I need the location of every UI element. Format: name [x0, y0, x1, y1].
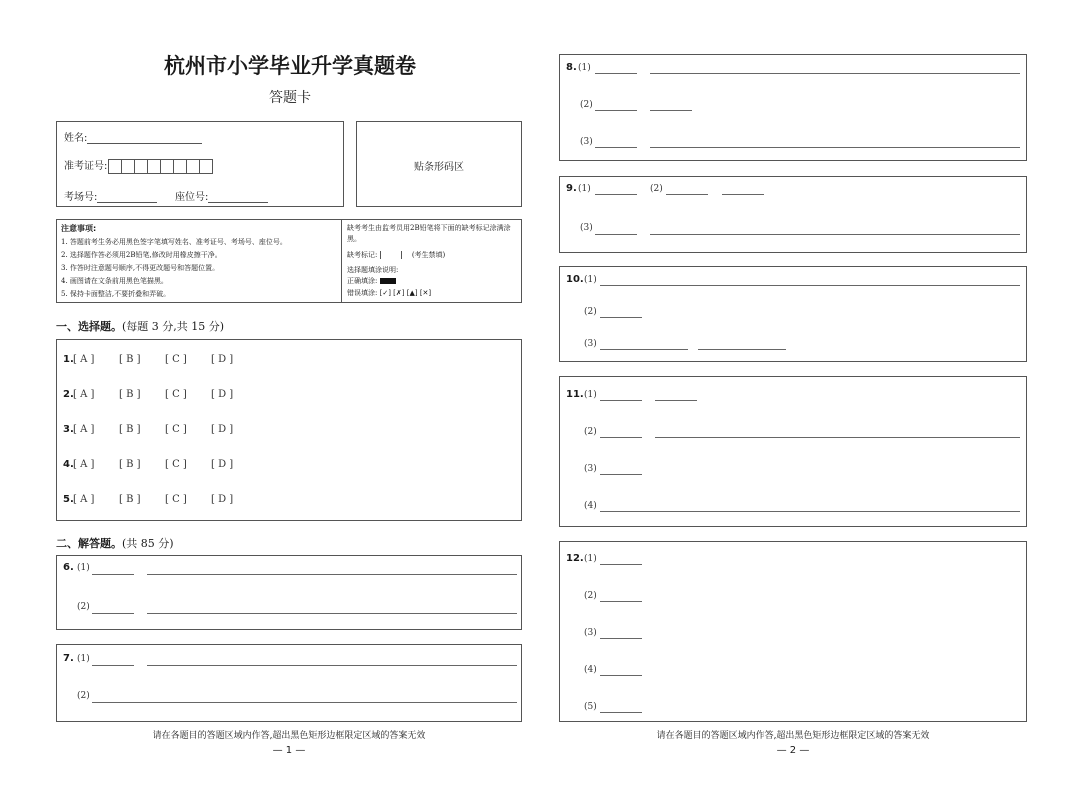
- fill-heading: 选择题填涂说明:: [347, 266, 399, 274]
- choice-row: [57, 389, 521, 403]
- choice-option-c[interactable]: [ C ]: [165, 354, 187, 365]
- q9-blank[interactable]: [722, 194, 764, 195]
- choice-number: 1.: [63, 354, 74, 365]
- q11-blank[interactable]: [600, 474, 642, 475]
- q7-line[interactable]: [147, 665, 517, 666]
- seat-field[interactable]: [175, 188, 268, 203]
- seat-blank[interactable]: [208, 190, 268, 203]
- q12-blank[interactable]: [600, 675, 642, 676]
- q11-part: (2): [584, 427, 597, 437]
- q11-line[interactable]: [655, 437, 1020, 438]
- choice-option-d[interactable]: [ D ]: [211, 389, 234, 400]
- absent-mark-label: 缺考标记:: [347, 251, 378, 259]
- choice-option-b[interactable]: [ B ]: [119, 494, 141, 505]
- q10-blank[interactable]: [698, 349, 786, 350]
- choice-number: 4.: [63, 459, 74, 470]
- q7-part: (1): [77, 654, 90, 664]
- q11-line[interactable]: [600, 511, 1020, 512]
- choice-option-b[interactable]: [ B ]: [119, 354, 141, 365]
- absent-mark[interactable]: [347, 250, 445, 260]
- q8-part: (2): [580, 100, 593, 110]
- q9-part: (1): [578, 184, 591, 194]
- choice-option-a[interactable]: [ A ]: [73, 459, 95, 470]
- q10-blank[interactable]: [600, 349, 688, 350]
- choice-option-c[interactable]: [ C ]: [165, 389, 187, 400]
- section2-score: (共 85 分): [122, 537, 174, 550]
- q6-number: 6.: [63, 562, 74, 573]
- q12-part: (4): [584, 665, 597, 675]
- q11-part: (3): [584, 464, 597, 474]
- section2-title: 二、解答题。: [56, 537, 122, 550]
- q10-part: (2): [584, 307, 597, 317]
- q10-blank[interactable]: [600, 317, 642, 318]
- q8-answer-box: [559, 54, 1027, 161]
- name-field[interactable]: [64, 129, 202, 144]
- q10-part: (1): [584, 275, 597, 285]
- q12-number: 12.: [566, 553, 584, 564]
- section1-score: (每题 3 分,共 15 分): [122, 320, 225, 333]
- note-item: 3. 作答时注意题号顺序,不得更改题号和答题位置。: [61, 264, 220, 272]
- q12-part: (3): [584, 628, 597, 638]
- q11-part: (4): [584, 501, 597, 511]
- absent-mark-note: (考生禁填): [411, 251, 446, 259]
- choice-option-b[interactable]: [ B ]: [119, 389, 141, 400]
- note-item: 1. 答题前考生务必用黑色签字笔填写姓名、准考证号、考场号、座位号。: [61, 238, 287, 246]
- q12-blank[interactable]: [600, 564, 642, 565]
- section1-heading: [56, 318, 224, 334]
- choice-option-d[interactable]: [ D ]: [211, 459, 234, 470]
- footer-warning: 请在各题目的答题区域内作答,超出黑色矩形边框限定区域的答案无效: [656, 731, 930, 741]
- q8-blank[interactable]: [595, 147, 637, 148]
- q7-answer-box: [56, 644, 522, 722]
- exam-number-label: 准考证号:: [64, 161, 108, 172]
- choice-option-d[interactable]: [ D ]: [211, 494, 234, 505]
- section2-heading: [56, 535, 174, 551]
- page-number: — 2 —: [776, 745, 810, 756]
- choice-row: [57, 424, 521, 438]
- wrong-mark-cross: [✗]: [393, 289, 405, 297]
- wrong-fill: [347, 288, 431, 298]
- page-title: 杭州市小学毕业升学真题卷: [164, 54, 416, 78]
- q8-part: (3): [580, 137, 593, 147]
- q9-blank[interactable]: [595, 194, 637, 195]
- q8-number: 8.: [566, 62, 577, 73]
- choice-number: 3.: [63, 424, 74, 435]
- absent-instruction: 缺考考生由监考员用2B铅笔将下面的缺考标记涂满涂黑。: [347, 224, 511, 243]
- section1-title: 一、选择题。: [56, 320, 122, 333]
- correct-fill-label: 正确填涂:: [347, 277, 378, 285]
- choice-answer-box: [56, 339, 522, 521]
- q10-answer-box: [559, 266, 1027, 362]
- q9-line[interactable]: [650, 234, 1020, 235]
- q10-line[interactable]: [600, 285, 1020, 286]
- q9-answer-box: [559, 176, 1027, 253]
- student-info-box: [56, 121, 344, 207]
- choice-row: [57, 354, 521, 368]
- q7-line[interactable]: [92, 702, 517, 703]
- notes-box: [56, 219, 522, 303]
- note-item: 5. 保持卡面整洁,不要折叠和弄破。: [61, 290, 171, 298]
- q11-blank[interactable]: [600, 437, 642, 438]
- q9-number: 9.: [566, 183, 577, 194]
- q12-blank[interactable]: [600, 638, 642, 639]
- q9-blank[interactable]: [595, 234, 637, 235]
- exam-number-field[interactable]: [64, 157, 213, 174]
- q11-blank[interactable]: [600, 400, 642, 401]
- q8-line[interactable]: [650, 147, 1020, 148]
- choice-row: [57, 459, 521, 473]
- correct-fill-sample: [380, 278, 396, 284]
- choice-option-d[interactable]: [ D ]: [211, 354, 234, 365]
- choice-option-a[interactable]: [ A ]: [73, 494, 95, 505]
- q6-answer-box: [56, 555, 522, 630]
- seat-label: 座位号:: [175, 192, 209, 203]
- note-item: 4. 画图请在文条前用黑色笔描黑。: [61, 277, 168, 285]
- q12-blank[interactable]: [600, 601, 642, 602]
- q9-part: (3): [580, 223, 593, 233]
- name-label: 姓名:: [64, 133, 88, 144]
- q8-part: (1): [578, 63, 591, 73]
- page-number: — 1 —: [272, 745, 306, 756]
- choice-option-b[interactable]: [ B ]: [119, 424, 141, 435]
- q10-part: (3): [584, 339, 597, 349]
- note-item: 2. 选择题作答必须用2B铅笔,修改时用橡皮擦干净。: [61, 251, 222, 259]
- q11-part: (1): [584, 390, 597, 400]
- q8-blank[interactable]: [595, 110, 637, 111]
- choice-option-b[interactable]: [ B ]: [119, 459, 141, 470]
- notes-heading: 注意事项:: [61, 224, 97, 233]
- name-blank[interactable]: [87, 131, 202, 144]
- choice-option-d[interactable]: [ D ]: [211, 424, 234, 435]
- q11-answer-box: [559, 376, 1027, 527]
- q7-part: (2): [77, 691, 90, 701]
- wrong-fill-label: 错误填涂:: [347, 289, 378, 297]
- q7-blank[interactable]: [92, 665, 134, 666]
- choice-option-a[interactable]: [ A ]: [73, 354, 95, 365]
- choice-option-c[interactable]: [ C ]: [165, 459, 187, 470]
- choice-number: 5.: [63, 494, 74, 505]
- choice-row: [57, 494, 521, 508]
- wrong-mark-x: [✕]: [419, 289, 432, 297]
- wrong-mark-triangle: [▲]: [406, 289, 418, 297]
- q8-blank[interactable]: [650, 110, 692, 111]
- q10-number: 10.: [566, 274, 584, 285]
- correct-fill: [347, 276, 396, 286]
- barcode-area: [356, 121, 522, 207]
- q12-part: (2): [584, 591, 597, 601]
- q11-blank[interactable]: [655, 400, 697, 401]
- footer-warning: 请在各题目的答题区域内作答,超出黑色矩形边框限定区域的答案无效: [152, 731, 426, 741]
- choice-option-c[interactable]: [ C ]: [165, 424, 187, 435]
- barcode-label: 贴条形码区: [414, 162, 464, 173]
- q6-part: (1): [77, 563, 90, 573]
- q12-part: (1): [584, 554, 597, 564]
- q6-blank[interactable]: [92, 613, 134, 614]
- choice-option-a[interactable]: [ A ]: [73, 389, 95, 400]
- q12-answer-box: [559, 541, 1027, 722]
- room-field[interactable]: [64, 188, 157, 203]
- q6-blank[interactable]: [92, 574, 134, 575]
- choice-option-a[interactable]: [ A ]: [73, 424, 95, 435]
- q12-part: (5): [584, 702, 597, 712]
- room-blank[interactable]: [97, 190, 157, 203]
- q6-part: (2): [77, 602, 90, 612]
- wrong-mark-check: [✓]: [379, 289, 391, 297]
- q11-number: 11.: [566, 389, 584, 400]
- q8-blank[interactable]: [595, 73, 637, 74]
- q9-blank[interactable]: [666, 194, 708, 195]
- room-label: 考场号:: [64, 192, 98, 203]
- q9-part: (2): [650, 184, 663, 194]
- page-subtitle: 答题卡: [269, 90, 311, 106]
- q7-number: 7.: [63, 653, 74, 664]
- q8-line[interactable]: [650, 73, 1020, 74]
- choice-option-c[interactable]: [ C ]: [165, 494, 187, 505]
- absent-mark-box[interactable]: [380, 251, 402, 259]
- q6-line[interactable]: [147, 574, 517, 575]
- choice-number: 2.: [63, 389, 74, 400]
- q12-blank[interactable]: [600, 712, 642, 713]
- q6-line[interactable]: [147, 613, 517, 614]
